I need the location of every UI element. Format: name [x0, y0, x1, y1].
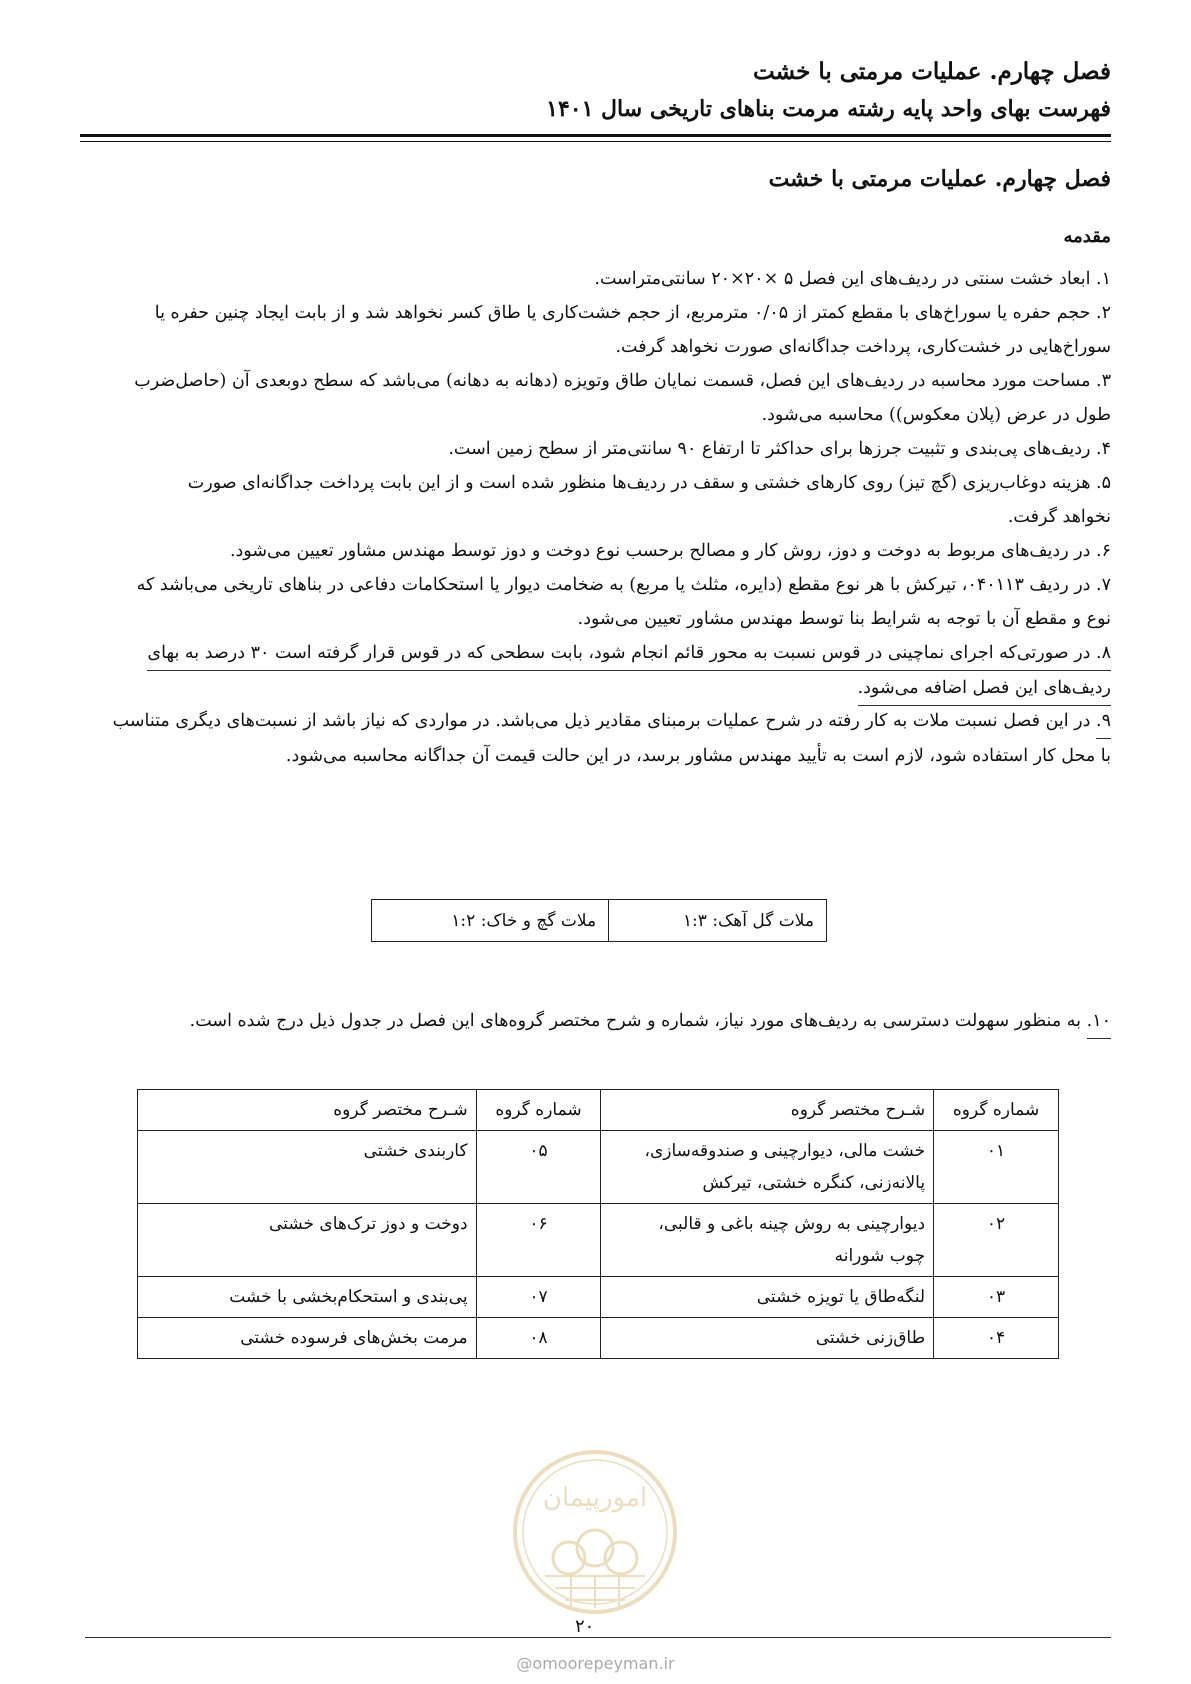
group-description: پی‌بندی و استحکام‌بخشی با خشت	[138, 1277, 477, 1318]
table-row	[138, 1318, 1059, 1359]
paragraph-line: ۱. ابعاد خشت سنتی در ردیف‌های این فصل ۵ ×۲۰×۲۰ سانتی‌متراست.	[594, 269, 1111, 289]
paragraph-line: ۴. ردیف‌های پی‌بندی و تثبیت جرزها برای حداکثر تا ارتفاع ۹۰ سانتی‌متر از سطح زمین است.	[448, 439, 1111, 459]
header-rule-thick	[80, 134, 1111, 137]
group-summary-table	[137, 1089, 1059, 1359]
paragraph-3	[81, 364, 1111, 432]
paragraph-line: نوع و مقطع آن با توجه به شرایط بنا توسط مهندس مشاور تعیین می‌شود.	[577, 609, 1111, 629]
paragraph-line: ۷. در ردیف ۰۴۰۱۱۳، تیرکش با هر نوع مقطع (دایره، مثلث یا مربع) به ضخامت دیوار یا استحکامات دفاعی در بناهای تاریخی می‌باشد که	[136, 575, 1111, 595]
paragraph-line: ۵. هزینه دوغاب‌ریزی (گچ تیز) روی کارهای خشتی و سقف در ردیف‌ها منظور شده است و از این بابت پرداخت جداگانه‌ای صورت	[187, 473, 1111, 493]
group-description: کاربندی خشتی	[138, 1131, 477, 1204]
column-header: شماره گروه	[934, 1090, 1059, 1131]
column-header: شـرح مختصر گروه	[138, 1090, 477, 1131]
column-header: شـرح مختصر گروه	[601, 1090, 934, 1131]
footer-rule	[85, 1637, 1111, 1638]
group-number: ۰۱	[934, 1131, 1059, 1204]
group-number: ۰۴	[934, 1318, 1059, 1359]
running-header-chapter: فصل چهارم. عملیات مرمتی با خشت	[753, 58, 1111, 85]
group-number: ۰۷	[476, 1277, 601, 1318]
chapter-title: فصل چهارم. عملیات مرمتی با خشت	[768, 166, 1111, 192]
mortar-ratio-lime-clay: ملات گل آهک: ۱:۳	[609, 900, 827, 942]
group-description: خشت مالی، دیوارچینی و صندوقه‌سازی، پالانه‌زنی، کنگره خشتی، تیرکش	[601, 1131, 934, 1204]
paragraph-4	[81, 432, 1111, 466]
paragraph-number: ۹.	[1096, 704, 1111, 739]
paragraph-number: ۱۰.	[1087, 1004, 1111, 1039]
paragraph-7	[81, 568, 1111, 636]
group-description: دیوارچینی به روش چینه باغی و قالبی، چوب شورانه	[601, 1204, 934, 1277]
running-header-document-title: فهرست بهای واحد پایه رشته مرمت بناهای تاریخی سال ۱۴۰۱	[546, 96, 1111, 122]
paragraph-line: ۳. مساحت مورد محاسبه در ردیف‌های این فصل، قسمت نمایان طاق وتویزه (دهانه به دهانه) می‌باشد که سطح دوبعدی آن (حاصل‌ضرب	[134, 371, 1111, 391]
omoorepeyman-seal-logo-icon	[511, 1448, 679, 1616]
paragraph-line: با محل کار استفاده شود، لازم است به تأیید مهندس مشاور برسد، در این حالت قیمت آن جداگانه محاسبه می‌شود.	[285, 746, 1111, 766]
paragraph-line: سوراخ‌هایی در خشت‌کاری، پرداخت جداگانه‌ای صورت نخواهد گرفت.	[615, 337, 1111, 357]
table-row	[138, 1131, 1059, 1204]
paragraph-line: ۲. حجم حفره یا سوراخ‌های با مقطع کمتر از ۰/۰۵ مترمربع، از حجم خشت‌کاری یا طاق کسر نخواهد شد و از بابت ایجاد چنین حفره یا	[154, 303, 1111, 323]
intro-heading: مقدمه	[1063, 226, 1111, 247]
group-number: ۰۸	[476, 1318, 601, 1359]
group-description: طاق‌زنی خشتی	[601, 1318, 934, 1359]
paragraph-line: طول در عرض (پلان معکوس)) محاسبه می‌شود.	[761, 405, 1111, 425]
watermark-text: امورپیمان	[542, 1483, 648, 1513]
watermark-website: @omoorepeyman.ir	[516, 1654, 675, 1673]
mortar-ratio-table	[371, 899, 827, 942]
paragraph-line: نخواهد گرفت.	[1007, 507, 1111, 527]
paragraph-line-underlined: ۸. در صورتی‌که اجرای نماچینی در قوس نسبت به محور قائم انجام شود، بابت سطحی که در قوس قرار گرفته است ۳۰ درصد به بهای	[147, 636, 1111, 671]
group-description: دوخت و دوز ترک‌های خشتی	[138, 1204, 477, 1277]
paragraph-1	[81, 262, 1111, 296]
paragraph-8	[81, 636, 1111, 706]
group-number: ۰۶	[476, 1204, 601, 1277]
column-header: شماره گروه	[476, 1090, 601, 1131]
paragraph-line: ۶. در ردیف‌های مربوط به دوخت و دوز، روش کار و مصالح برحسب نوع دوخت و دوز توسط مهندس مشاور تعیین می‌شود.	[229, 541, 1111, 561]
group-number: ۰۵	[476, 1131, 601, 1204]
paragraph-2	[81, 296, 1111, 364]
header-rule-thin	[80, 141, 1111, 142]
table-row	[372, 900, 827, 942]
mortar-ratio-gypsum-soil: ملات گچ و خاک: ۱:۲	[372, 900, 609, 942]
group-number: ۰۳	[934, 1277, 1059, 1318]
paragraph-5	[81, 466, 1111, 534]
paragraph-line-underlined: ردیف‌های این فصل اضافه می‌شود.	[858, 671, 1111, 706]
group-number: ۰۲	[934, 1204, 1059, 1277]
paragraph-line: به منظور سهولت دسترسی به ردیف‌های مورد نیاز، شماره و شرح مختصر گروه‌های این فصل در جدول ذیل درج شده است.	[189, 1011, 1082, 1031]
group-description: مرمت بخش‌های فرسوده خشتی	[138, 1318, 477, 1359]
paragraph-10	[81, 1004, 1111, 1039]
paragraph-9	[81, 704, 1111, 773]
table-header-row	[138, 1090, 1059, 1131]
group-description: لنگه‌طاق یا تویزه خشتی	[601, 1277, 934, 1318]
paragraph-6	[81, 534, 1111, 568]
table-row	[138, 1277, 1059, 1318]
table-row	[138, 1204, 1059, 1277]
page-number: ۲۰	[575, 1616, 595, 1637]
paragraph-line: در این فصل نسبت ملات به کار رفته در شرح عملیات برمبنای مقادیر ذیل می‌باشد. در مواردی که نیاز باشد از نسبت‌های دیگری متناسب	[112, 711, 1091, 731]
